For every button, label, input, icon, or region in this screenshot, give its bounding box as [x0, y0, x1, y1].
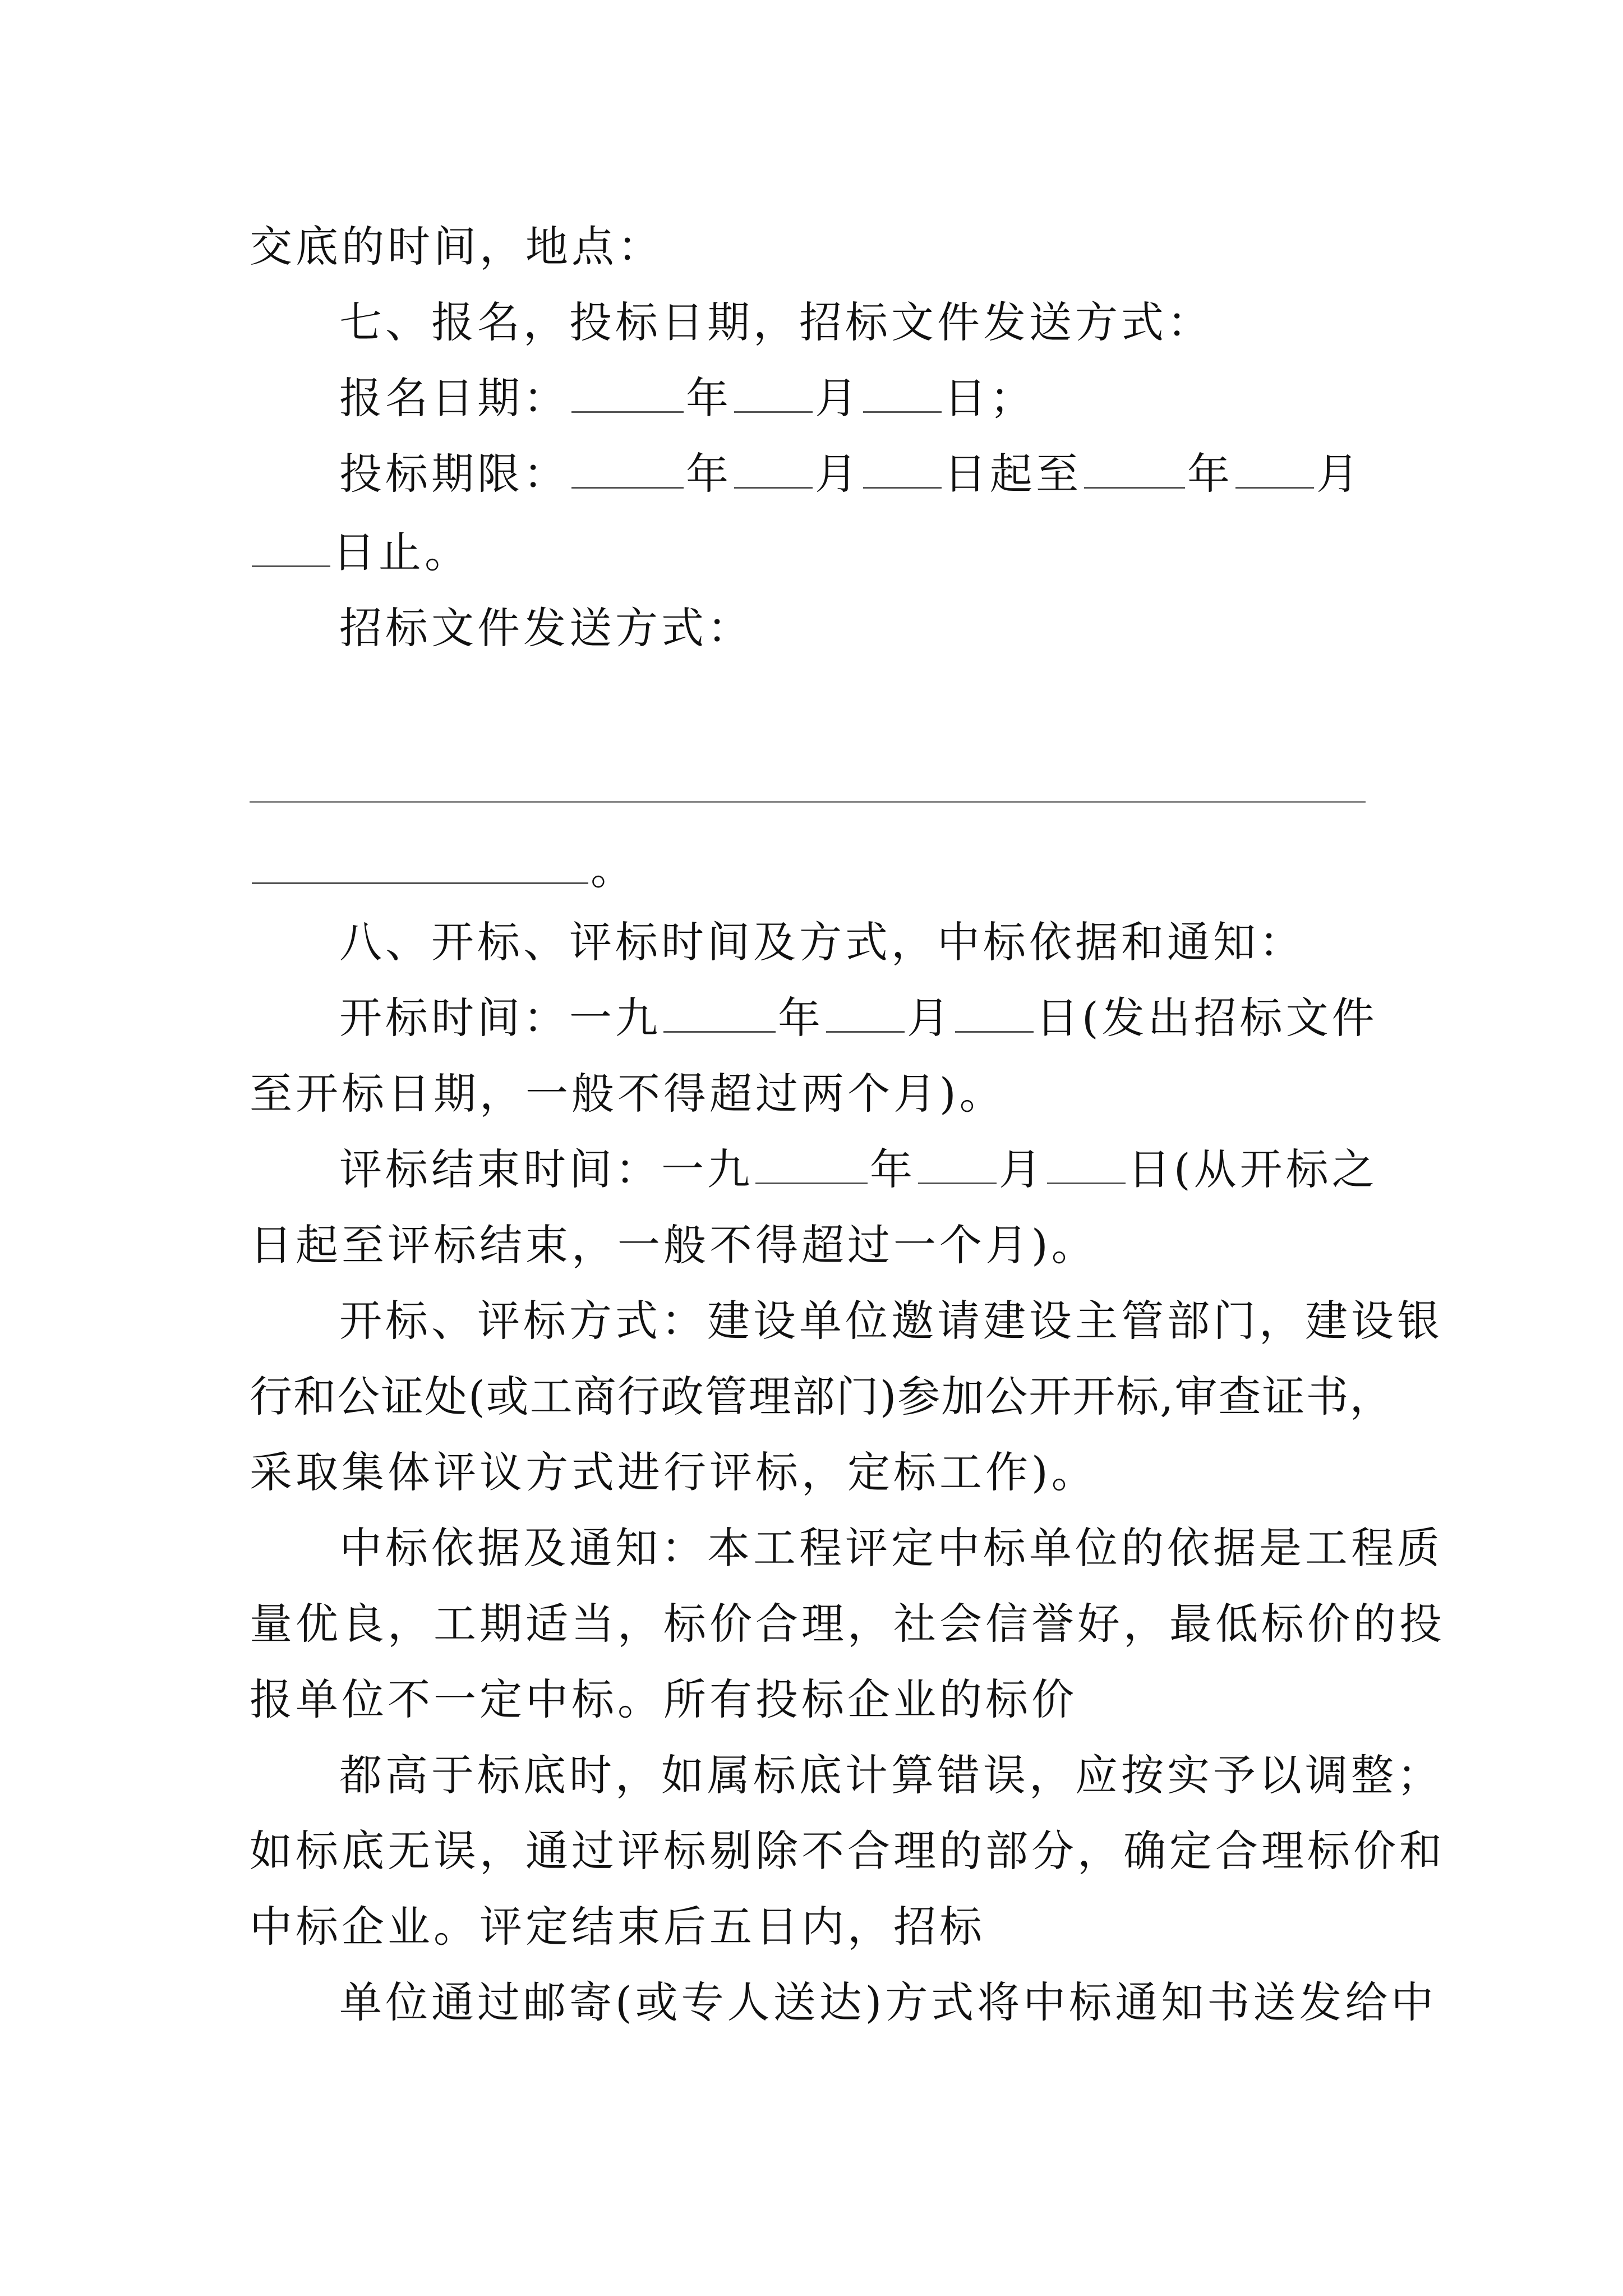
text-line: 行和公证处(或工商行政管理部门)参加公开开标,审查证书，	[250, 1372, 1394, 1421]
fill-in-blank	[252, 842, 588, 884]
day-note-label: 日(发出招标文件	[1036, 993, 1378, 1043]
opening-time-label: 开标时间：一九	[339, 993, 661, 1043]
section-seven-heading: 七、报名，投标日期，招标文件发送方式：	[339, 297, 1213, 347]
month-label: 月	[907, 993, 953, 1043]
day-blank	[863, 447, 942, 489]
month-blank	[734, 447, 813, 489]
bid-period-label: 投标期限：	[339, 449, 569, 499]
day-blank	[863, 371, 942, 413]
text-line: 交底的时间，地点：	[250, 222, 663, 272]
month-blank	[734, 371, 813, 413]
evaluation-end-label: 评标结束时间：一九	[339, 1144, 753, 1194]
opening-time-line	[339, 990, 1388, 1046]
month-label: 月	[1316, 449, 1362, 499]
year-blank	[755, 1142, 868, 1184]
year-label: 年	[686, 449, 732, 499]
text-line: 采取集体评议方式进行评标，定标工作)。	[250, 1447, 1098, 1497]
day-end-label: 日止。	[333, 527, 471, 577]
registration-date-label: 报名日期：	[339, 373, 569, 423]
text-line: 如标底无误，通过评标剔除不合理的部分，确定合理标价和	[250, 1826, 1445, 1876]
day-label: 日；	[944, 373, 1036, 423]
registration-date-line	[339, 370, 1388, 426]
fill-in-rule	[250, 801, 1366, 803]
bid-period-line	[339, 446, 1388, 502]
year-blank	[1084, 447, 1185, 489]
text-line: 报单位不一定中标。所有投标企业的标价	[250, 1674, 1077, 1724]
day-blank	[1047, 1142, 1126, 1184]
send-method-label: 招标文件发送方式：	[339, 603, 753, 653]
year-blank	[571, 371, 684, 413]
text-line: 至开标日期，一般不得超过两个月)。	[250, 1069, 1006, 1119]
month-label: 月	[999, 1144, 1045, 1194]
month-blank	[918, 1142, 997, 1184]
day-blank	[252, 525, 330, 567]
section-eight-heading: 八、开标、评标时间及方式，中标依据和通知：	[339, 917, 1305, 967]
month-blank	[1235, 447, 1314, 489]
text-line: 量优良，工期适当，标价合理，社会信誉好，最低标价的投	[250, 1599, 1445, 1649]
month-label: 月	[815, 373, 861, 423]
text-line: 开标、评标方式：建设单位邀请建设主管部门，建设银	[339, 1296, 1443, 1346]
evaluation-end-line	[339, 1142, 1388, 1198]
day-blank	[955, 991, 1034, 1033]
text-line: 日起至评标结束，一般不得超过一个月)。	[250, 1220, 1098, 1270]
year-label: 年	[778, 993, 824, 1043]
year-label: 年	[1187, 449, 1233, 499]
year-label: 年	[870, 1144, 916, 1194]
text-line: 中标企业。评定结束后五日内，招标	[250, 1902, 985, 1952]
year-blank	[571, 447, 684, 489]
period: 。	[591, 844, 637, 894]
year-blank	[663, 991, 776, 1033]
month-blank	[826, 991, 905, 1033]
day-from-label: 日起至	[944, 449, 1082, 499]
bid-end-line	[250, 524, 1388, 581]
month-label: 月	[815, 449, 861, 499]
text-line: 都高于标底时，如属标底计算错误，应按实予以调整；	[339, 1750, 1443, 1800]
text-line: 中标依据及通知：本工程评定中标单位的依据是工程质	[339, 1523, 1443, 1573]
year-label: 年	[686, 373, 732, 423]
day-note-label: 日(从开标之	[1128, 1144, 1378, 1194]
send-method-end-line	[250, 841, 1388, 898]
text-line: 单位通过邮寄(或专人送达)方式将中标通知书送发给中	[339, 1977, 1437, 2027]
